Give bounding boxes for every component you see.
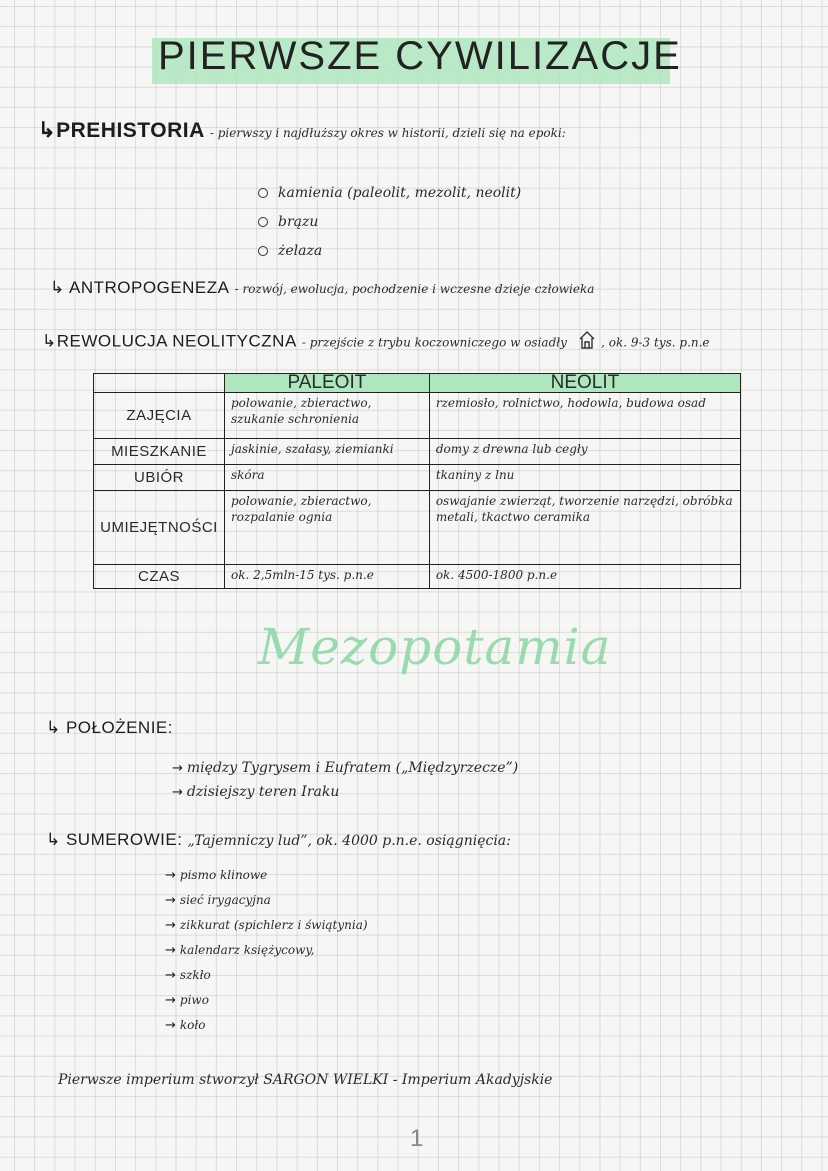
rewolucja-line	[42, 330, 710, 354]
arrow-icon: →	[165, 1018, 176, 1033]
prehistoria-line	[38, 118, 566, 143]
arrow-icon: →	[172, 785, 183, 800]
table-row	[94, 565, 741, 589]
arrow-icon: →	[165, 918, 176, 933]
arrow-icon: →	[165, 993, 176, 1008]
cell-paleolit: polowanie, zbieractwo, szukanie schronienia	[225, 393, 430, 439]
prehistoria-heading: ↳PREHISTORIA	[38, 119, 205, 142]
cell-neolit: rzemiosło, rolnictwo, hodowla, budowa osad	[429, 393, 740, 439]
list-item: → piwo	[165, 993, 209, 1008]
cell-paleolit: ok. 2,5mln-15 tys. p.n.e	[225, 565, 430, 589]
table-row	[94, 393, 741, 439]
list-item: → pismo klinowe	[165, 868, 268, 883]
rewolucja-heading: ↳REWOLUCJA NEOLITYCZNA	[42, 331, 297, 351]
table-header-paleolit: PALEOIT	[225, 374, 430, 393]
sumerowie-list	[165, 862, 368, 1037]
list-item: → kalendarz księżycowy,	[165, 943, 315, 958]
bullet-icon	[258, 188, 268, 198]
row-label: ZAJĘCIA	[94, 393, 225, 439]
page-number: 1	[410, 1125, 424, 1152]
row-label: UBIÓR	[94, 465, 225, 491]
list-item: → między Tygrysem i Eufratem („Międzyrzecze”)	[172, 760, 519, 776]
cell-neolit: ok. 4500-1800 p.n.e	[429, 565, 740, 589]
paleolit-neolit-table	[93, 373, 741, 589]
cell-neolit: tkaniny z lnu	[429, 465, 740, 491]
row-label: MIESZKANIE	[94, 439, 225, 465]
table-header-neolit: NEOLIT	[429, 374, 740, 393]
prehistoria-text: - pierwszy i najdłuższy okres w historii, dzieli się na epoki:	[209, 126, 566, 140]
table-row	[94, 465, 741, 491]
row-label: UMIEJĘTNOŚCI	[94, 491, 225, 565]
sumerowie-heading: ↳ SUMEROWIE:	[46, 830, 183, 849]
cell-neolit: domy z drewna lub cegły	[429, 439, 740, 465]
list-item: brązu	[258, 207, 521, 236]
sumerowie-text: „Tajemniczy lud”, ok. 4000 p.n.e. osiągnięcia:	[187, 833, 511, 849]
table-row	[94, 491, 741, 565]
antropogeneza-text: - rozwój, ewolucja, pochodzenie i wczesne dzieje człowieka	[234, 282, 595, 296]
list-item: → koło	[165, 1018, 206, 1033]
rewolucja-time: , ok. 9-3 tys. p.n.e	[601, 335, 710, 350]
table-header-empty	[94, 374, 225, 393]
list-item: żelaza	[258, 236, 521, 265]
table-header-row	[94, 374, 741, 393]
page-title: PIERWSZE CYWILIZACJE	[158, 34, 682, 78]
arrow-icon: →	[165, 968, 176, 983]
list-item: → sieć irygacyjna	[165, 893, 271, 908]
sumerowie-line	[46, 830, 511, 850]
list-item: → dzisiejszy teren Iraku	[172, 784, 340, 800]
arrow-icon: →	[165, 868, 176, 883]
polozenie-list	[172, 756, 518, 804]
mezopotamia-title: Mezopotamia	[258, 618, 612, 676]
cell-paleolit: skóra	[225, 465, 430, 491]
arrow-icon: →	[165, 893, 176, 908]
sargon-note: Pierwsze imperium stworzył SARGON WIELKI - Imperium Akadyjskie	[58, 1072, 553, 1088]
list-item: → zikkurat (spichlerz i świątynia)	[165, 918, 368, 933]
antropogeneza-heading: ↳ ANTROPOGENEZA	[50, 278, 230, 297]
cell-paleolit: polowanie, zbieractwo, rozpalanie ognia	[225, 491, 430, 565]
list-item: → szkło	[165, 968, 211, 983]
epoch-list	[258, 178, 521, 265]
row-label: CZAS	[94, 565, 225, 589]
table-row	[94, 439, 741, 465]
arrow-icon: →	[172, 761, 183, 776]
list-item: kamienia (paleolit, mezolit, neolit)	[258, 178, 521, 207]
cell-paleolit: jaskinie, szałasy, ziemianki	[225, 439, 430, 465]
arrow-icon: →	[165, 943, 176, 958]
house-icon	[578, 330, 596, 354]
antropogeneza-line	[50, 278, 594, 298]
polozenie-heading: ↳ POŁOŻENIE:	[46, 718, 173, 737]
bullet-icon	[258, 246, 268, 256]
cell-neolit: oswajanie zwierząt, tworzenie narzędzi, obróbka metali, tkactwo ceramika	[429, 491, 740, 565]
rewolucja-text: - przejście z trybu koczowniczego w osiadły	[301, 335, 567, 350]
bullet-icon	[258, 217, 268, 227]
